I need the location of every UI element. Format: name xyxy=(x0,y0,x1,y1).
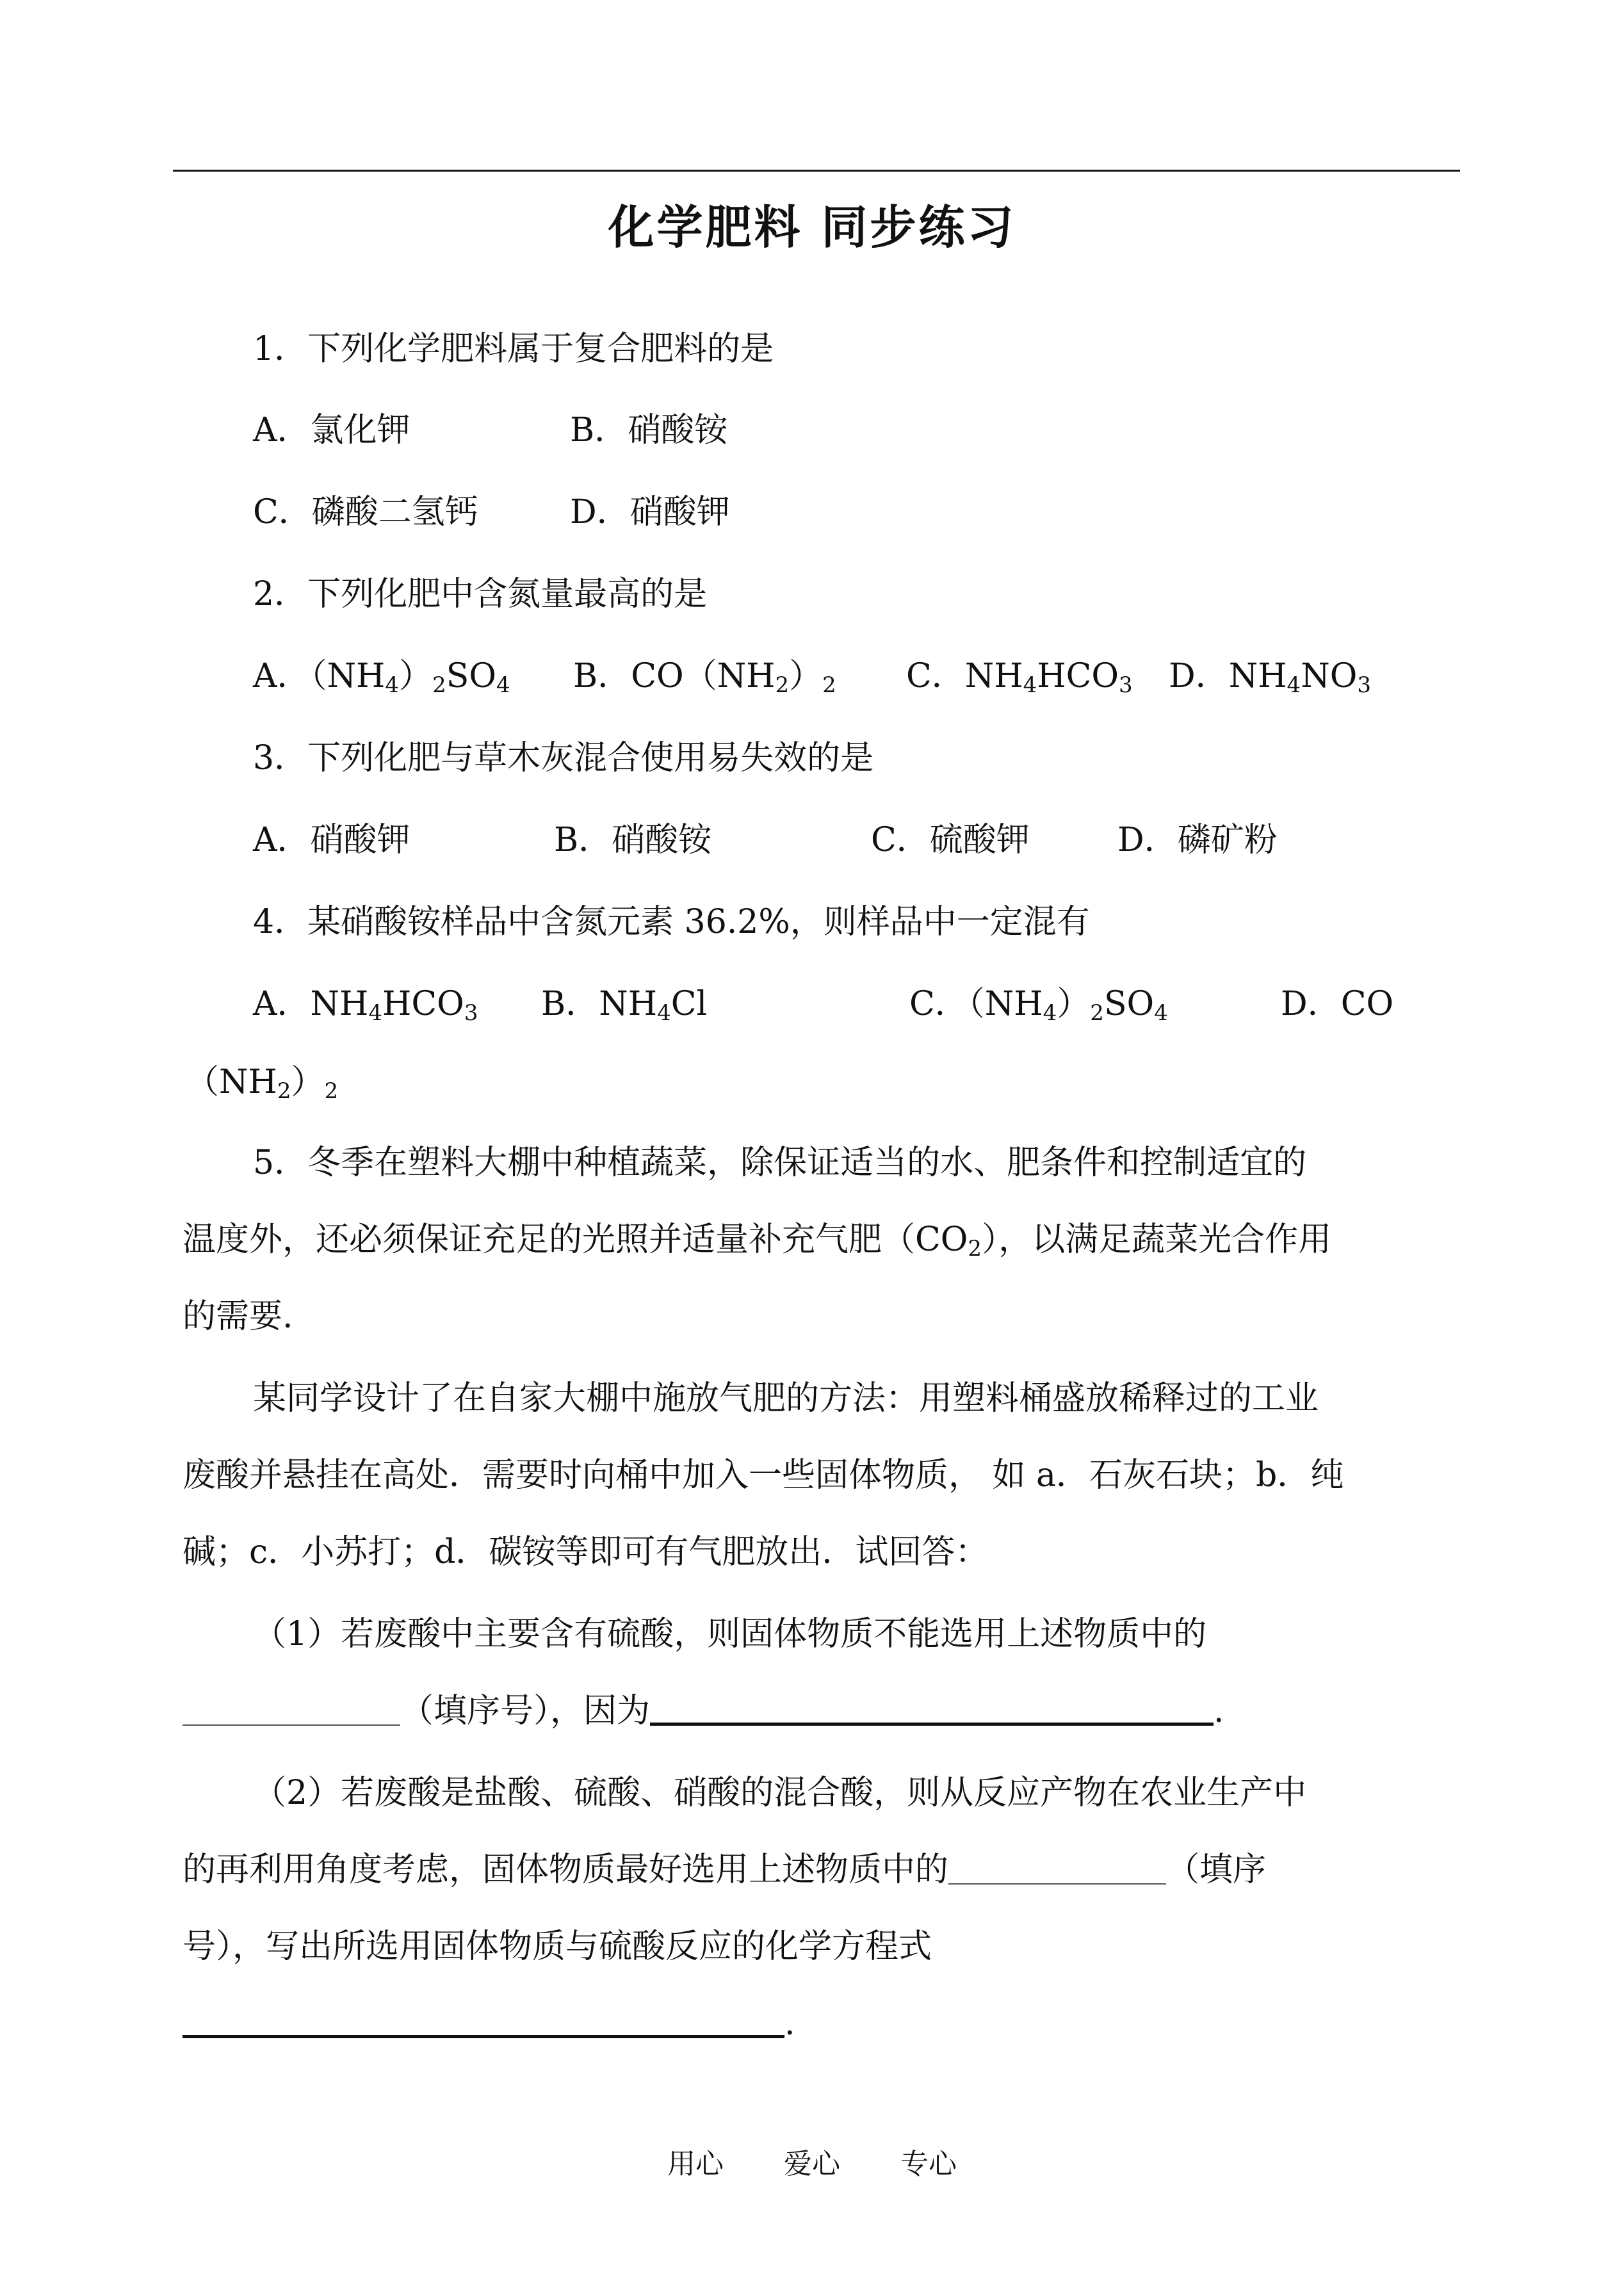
question-2-stem: 2．下列化肥中含氮量最高的是 xyxy=(253,575,708,613)
answer-blank-3[interactable] xyxy=(948,1847,1166,1885)
question-4-option-d-continued: $(NH_2)_2$ xyxy=(186,1063,339,1104)
question-3-option-b: B．硝酸铵 xyxy=(554,821,712,859)
header-rule xyxy=(173,170,1460,172)
question-1-option-d: D．硝酸钾 xyxy=(570,493,730,531)
answer-blank-4[interactable] xyxy=(183,1999,784,2038)
footer-word-2: 爱心 xyxy=(784,2148,840,2180)
question-5-para2-line-1: 某同学设计了在自家大棚中施放气肥的方法：用塑料桶盛放稀释过的工业 xyxy=(253,1379,1319,1418)
question-2-option-d: D．$NH_4NO_3$ xyxy=(1169,657,1371,698)
question-3-option-d: D．磷矿粉 xyxy=(1117,821,1278,859)
question-4-option-a: A．$NH_4HCO_3$ xyxy=(253,985,478,1026)
question-4-stem: 4．某硝酸铵样品中含氮元素 36.2%，则样品中一定混有 xyxy=(253,903,1090,941)
question-1-option-a: A．氯化钾 xyxy=(253,411,410,450)
question-5-sub2-line-4: . xyxy=(183,1998,795,2049)
question-5-line-2: 温度外，还必须保证充足的光照并适量补充气肥$(CO_2)$，以满足蔬菜光合作用 xyxy=(183,1220,1332,1261)
question-1-stem: 1．下列化学肥料属于复合肥料的是 xyxy=(253,330,774,368)
question-4-option-c: C．$(NH_4)_2SO_4$ xyxy=(909,985,1168,1026)
question-2-option-b: B．$CO(NH_2)_2$ xyxy=(573,657,836,698)
question-5-para2-line-3: 碱；c．小苏打；d．碳铵等即可有气肥放出．试回答： xyxy=(183,1533,989,1571)
question-5-line-3: 的需要. xyxy=(183,1297,293,1336)
question-5-sub2-line-1: （2）若废酸是盐酸、硫酸、硝酸的混合酸，则从反应产物在农业生产中 xyxy=(253,1774,1307,1812)
answer-blank-2[interactable] xyxy=(650,1687,1214,1726)
question-5-sub2-line-2: 的再利用角度考虑，固体物质最好选用上述物质中的 （填序 xyxy=(183,1844,1266,1895)
question-5-sub1-line-1: （1）若废酸中主要含有硫酸，则固体物质不能选用上述物质中的 xyxy=(253,1615,1207,1653)
answer-blank-1[interactable] xyxy=(183,1689,400,1726)
question-3-stem: 3．下列化肥与草木灰混合使用易失效的是 xyxy=(253,739,874,777)
question-3-option-a: A．硝酸钾 xyxy=(253,821,410,859)
footer-word-1: 用心 xyxy=(667,2148,724,2180)
question-5-line-1: 5．冬季在塑料大棚中种植蔬菜，除保证适当的水、肥条件和控制适宜的 xyxy=(253,1144,1307,1182)
question-4-option-d: D．CO xyxy=(1281,985,1394,1023)
question-4-option-b: B．$NH_4Cl$ xyxy=(541,985,708,1026)
question-1-option-b: B．硝酸铵 xyxy=(570,411,728,450)
question-2-option-c: C．$NH_4HCO_3$ xyxy=(906,657,1133,698)
question-5-sub2-line-3: 号），写出所选用固体物质与硫酸反应的化学方程式 xyxy=(183,1927,932,1966)
page-title: 化学肥料 同步练习 xyxy=(608,200,1016,254)
question-3-option-c: C．硫酸钾 xyxy=(871,821,1030,859)
question-1-option-c: C．磷酸二氢钙 xyxy=(253,493,478,531)
question-5-sub1-line-2: （填序号），因为 . xyxy=(183,1685,1224,1737)
footer-word-3: 专心 xyxy=(900,2148,957,2180)
page-footer xyxy=(0,2145,1624,2184)
question-2-option-a: A．$(NH_4)_2SO_4$ xyxy=(253,657,510,698)
question-5-para2-line-2: 废酸并悬挂在高处．需要时向桶中加入一些固体物质， 如 a．石灰石块；b．纯 xyxy=(183,1456,1344,1495)
